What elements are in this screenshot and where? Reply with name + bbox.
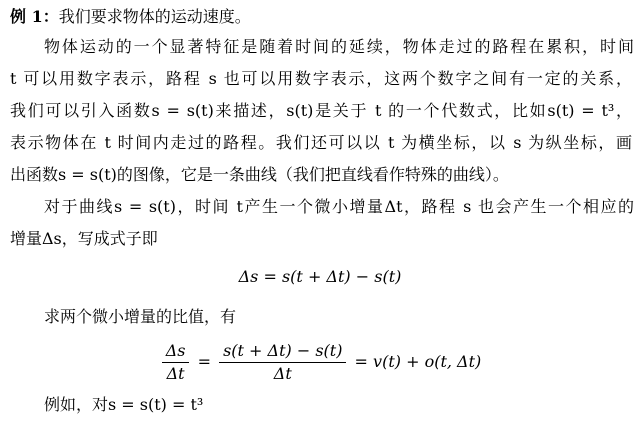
para1-line3: 我们可以引入函数s = s(t)来描述，s(t)是关于 t 的一个代数式，比如s(t) = t³， <box>10 101 632 120</box>
equals-sign: = <box>197 352 211 371</box>
fraction-mid-numerator: s(t + Δt) − s(t) <box>219 340 346 363</box>
para1-line1: 物体运动的一个显著特征是随着时间的延续，物体走过的路程在累积，时间 <box>44 37 634 56</box>
fraction-mid-denominator: Δt <box>273 364 292 383</box>
para1-line4: 表示物体在 t 时间内走过的路程。我们还可以以 t 为横坐标，以 s 为纵坐标，画 <box>10 133 632 152</box>
fraction-lhs-denominator: Δt <box>166 364 185 383</box>
para3-line: 求两个微小增量的比值，有 <box>44 307 237 326</box>
fraction-mid <box>219 340 346 385</box>
fraction-lhs-numerator: Δs <box>162 340 190 363</box>
example-label: 例 1： <box>10 7 59 26</box>
equation-rhs: = v(t) + o(t, Δt) <box>354 352 482 371</box>
para2-line1: 对于曲线s = s(t)，时间 t产生一个微小增量Δt，路程 s 也会产生一个相应的 <box>44 197 634 216</box>
para2-line2: 增量Δs，写成式子即 <box>10 229 158 248</box>
fraction-lhs <box>162 340 190 385</box>
example-title: 我们要求物体的运动速度。 <box>58 7 251 26</box>
equation-delta-s: Δs = s(t + Δt) − s(t) <box>238 267 402 286</box>
para1-line5: 出函数s = s(t)的图像，它是一条曲线（我们把直线看作特殊的曲线）。 <box>10 165 509 184</box>
para4-line: 例如，对s = s(t) = t³ <box>44 395 204 414</box>
example-heading <box>10 2 632 32</box>
para1-line2: t 可以用数字表示，路程 s 也可以用数字表示，这两个数字之间有一定的关系， <box>10 69 632 88</box>
equation-ratio <box>0 334 640 390</box>
